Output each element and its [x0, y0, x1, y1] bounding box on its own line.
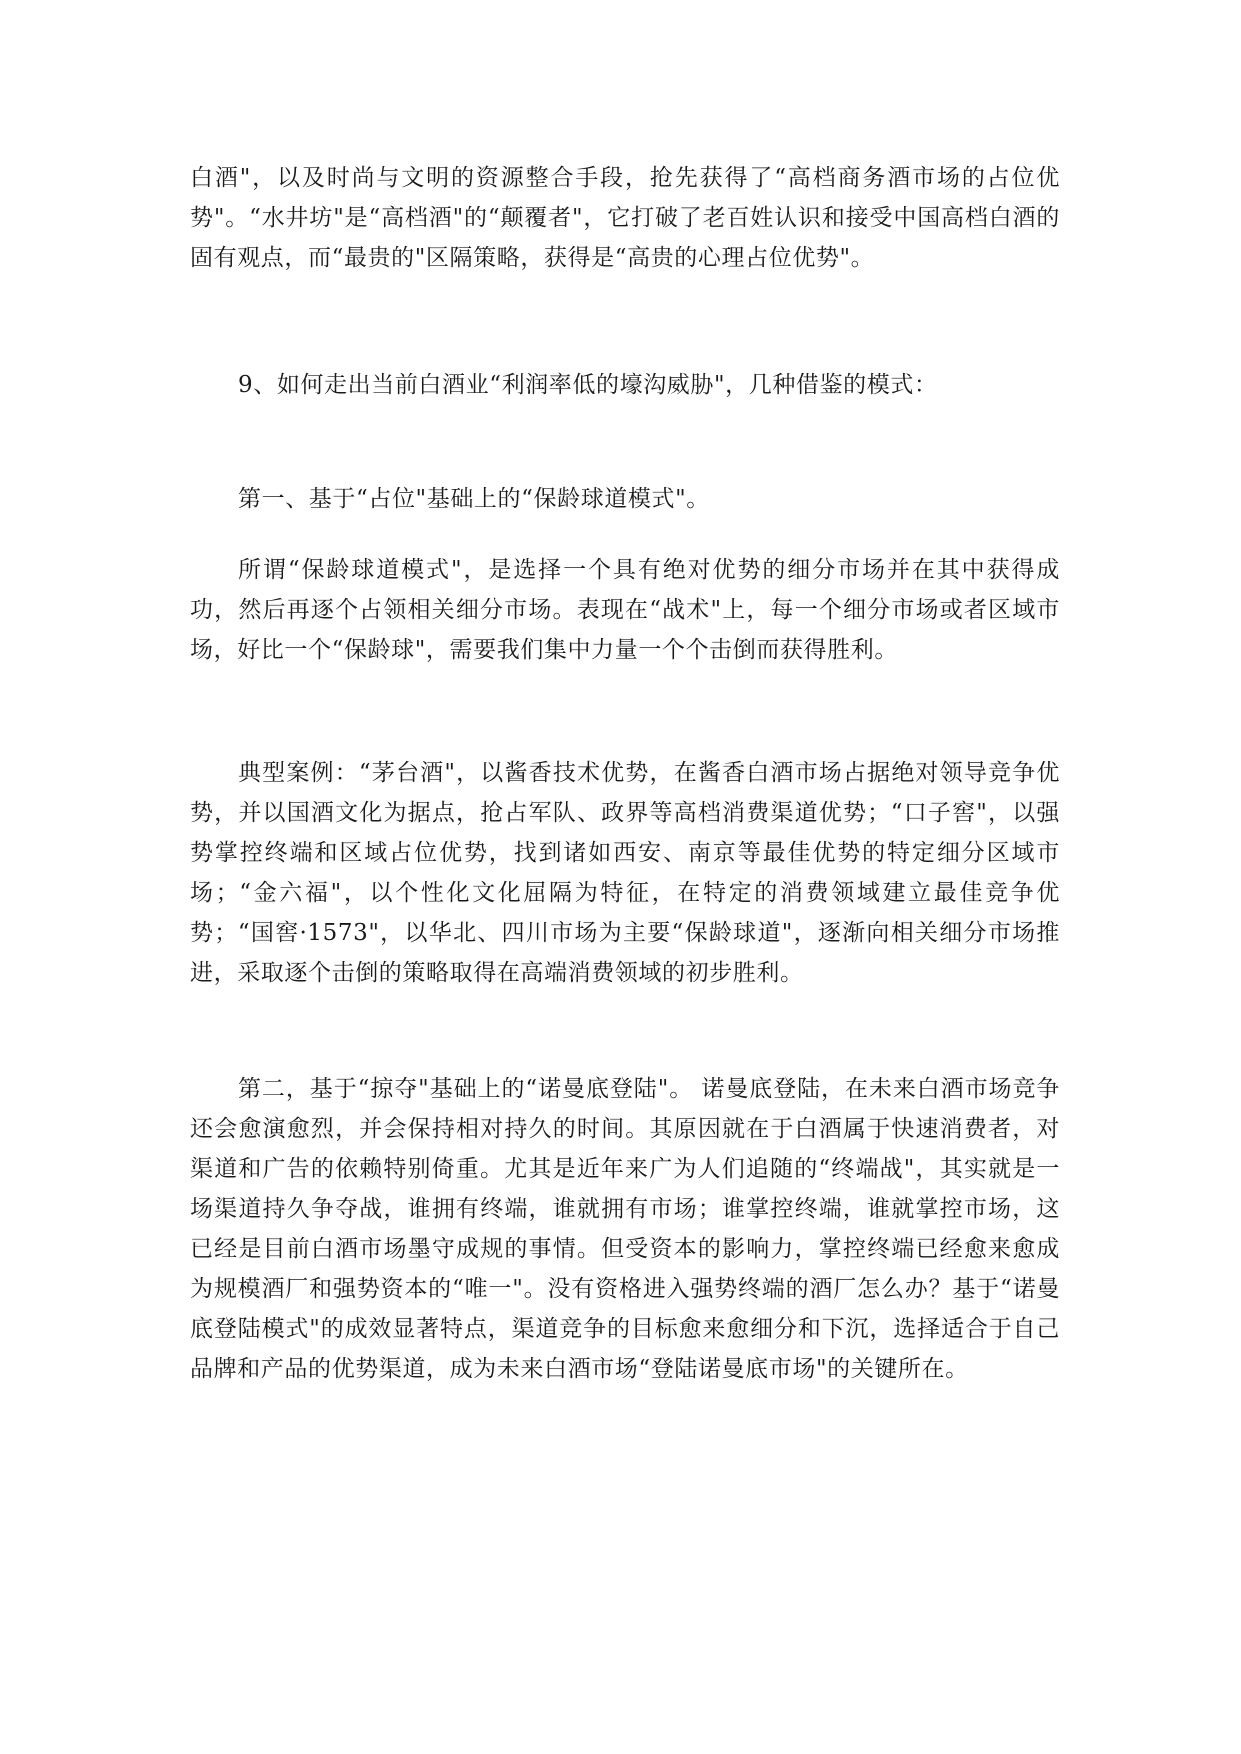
paragraph-continuation: 白酒"，以及时尚与文明的资源整合手段，抢先获得了“高档商务酒市场的占位优势"。“水井坊"是“高档酒"的“颠覆者"，它打破了老百姓认识和接受中国高档白酒的固有观点，而“最贵的"区隔策略，获得是“高贵的心理占位优势"。	[190, 165, 1060, 271]
section-heading-9: 9、如何走出当前白酒业“利润率低的壕沟威胁"，几种借鉴的模式：	[238, 372, 938, 398]
subheading-bowling-lane-model: 第一、基于“占位"基础上的“保龄球道模式"。	[238, 486, 710, 512]
paragraph-normandy-landing: 第二，基于“掠夺"基础上的“诺曼底登陆"。 诺曼底登陆，在未来白酒市场竞争还会愈演愈烈，并会保持相对持久的时间。其原因就在于白酒属于快速消费者，对渠道和广告的依赖特别倚重。尤其是近年来广为人们追随的“终端战"，其实就是一场渠道持久争夺战，谁拥有终端，谁就拥有市场；谁掌控终端，谁就掌控市场，这已经是目前白酒市场墨守成规的事情。但受资本的影响力，掌控终端已经愈来愈成为规模酒厂和强势资本的“唯一"。没有资格进入强势终端的酒厂怎么办？基于“诺曼底登陆模式"的成效显著特点，渠道竞争的目标愈来愈细分和下沉，选择适合于自己品牌和产品的优势渠道，成为未来白酒市场“登陆诺曼底市场"的关键所在。	[190, 1076, 1060, 1382]
paragraph-bowling-lane-definition: 所谓“保龄球道模式"，是选择一个具有绝对优势的细分市场并在其中获得成功，然后再逐个占领相关细分市场。表现在“战术"上，每一个细分市场或者区域市场，好比一个“保龄球"，需要我们集中力量一个个击倒而获得胜利。	[190, 557, 1060, 663]
paragraph-typical-cases: 典型案例：“茅台酒"，以酱香技术优势，在酱香白酒市场占据绝对领导竞争优势，并以国酒文化为据点，抢占军队、政界等高档消费渠道优势；“口子窖"，以强势掌控终端和区域占位优势，找到诸如西安、南京等最佳优势的特定细分区域市场；“金六福"，以个性化文化屈隔为特征，在特定的消费领域建立最佳竞争优势；“国窖·1573"，以华北、四川市场为主要“保龄球道"，逐渐向相关细分市场推进，采取逐个击倒的策略取得在高端消费领域的初步胜利。	[190, 760, 1060, 986]
